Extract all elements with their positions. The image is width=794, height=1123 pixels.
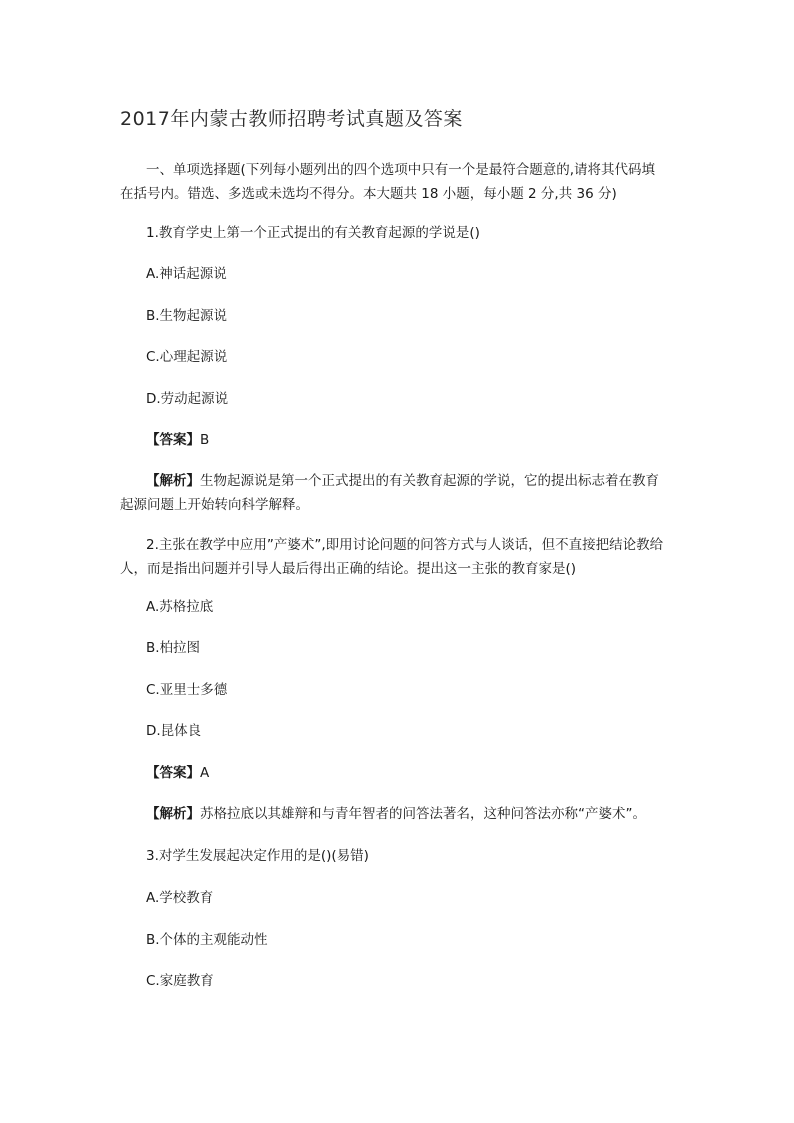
question-2-option-c: C.亚里士多德 [146, 682, 228, 698]
question-2-stem: 2.主张在教学中应用”产婆术”,即用讨论问题的问答方式与人谈话，但不直接把结论教给人，而是指出问题并引导人最后得出正确的结论。提出这一主张的教育家是() [120, 537, 664, 577]
section-intro: 一、单项选择题(下列每小题列出的四个选项中只有一个是最符合题意的,请将其代码填在括号内。错选、多选或未选均不得分。本大题共 18 小题，每小题 2 分,共 36 分) [120, 162, 656, 202]
question-3-stem: 3.对学生发展起决定作用的是()(易错) [146, 848, 369, 864]
analysis-label: 【解析】 [146, 473, 200, 489]
question-1-analysis [120, 469, 668, 517]
answer-label: 【答案】 [146, 765, 200, 781]
question-3-option-c: C.家庭教育 [146, 973, 214, 989]
question-1-answer [146, 430, 209, 450]
analysis-text: 生物起源说是第一个正式提出的有关教育起源的学说，它的提出标志着在教育起源问题上开始转向科学解释。 [120, 473, 659, 513]
question-3-option-b: B.个体的主观能动性 [146, 932, 268, 948]
question-2-analysis [146, 804, 646, 824]
question-1-option-a: A.神话起源说 [146, 266, 227, 282]
answer-value: A [200, 765, 210, 781]
answer-label: 【答案】 [146, 432, 200, 448]
answer-value: B [200, 432, 210, 448]
question-1-option-d: D.劳动起源说 [146, 391, 229, 407]
question-1-option-b: B.生物起源说 [146, 308, 228, 324]
question-2-option-d: D.昆体良 [146, 723, 202, 739]
question-2-option-a: A.苏格拉底 [146, 599, 214, 615]
analysis-label: 【解析】 [146, 806, 200, 822]
question-2-answer [146, 763, 209, 783]
question-1-stem: 1.教育学史上第一个正式提出的有关教育起源的学说是() [146, 225, 480, 241]
question-3-option-a: A.学校教育 [146, 890, 214, 906]
question-1-option-c: C.心理起源说 [146, 349, 228, 365]
document-title: 2017年内蒙古教师招聘考试真题及答案 [120, 108, 463, 130]
question-2-option-b: B.柏拉图 [146, 640, 201, 656]
analysis-text: 苏格拉底以其雄辩和与青年智者的问答法著名，这种问答法亦称“产婆术”。 [200, 806, 646, 822]
